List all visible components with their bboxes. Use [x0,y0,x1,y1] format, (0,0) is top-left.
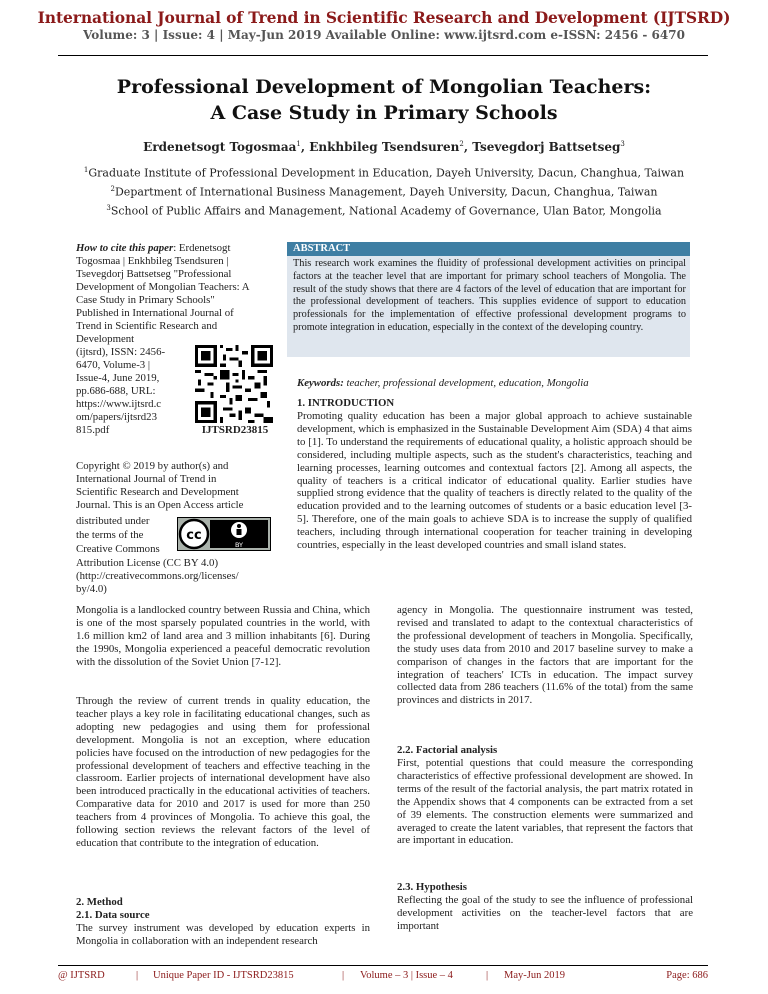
footer-volume: Volume – 3 | Issue – 4 [360,970,453,981]
section-heading-method: 2. Method [76,896,123,908]
citation-url[interactable]: om/papers/ijtsrd23 [76,411,157,423]
citation-url[interactable]: 815.pdf [76,424,110,436]
citation-line: 6470, Volume-3 | [76,359,151,371]
footer-rule [58,965,708,966]
section-heading-introduction: 1. INTRODUCTION [297,397,395,409]
copyright-line: Attribution License (CC BY 4.0) [76,557,219,569]
copyright-line: Creative Commons [76,543,160,555]
citation-line: Case Study in Primary Schools" [76,294,215,306]
paragraph: First, potential questions that could measure the corresponding characteristics of effective professional development are showed. In terms of the result of the factorial analysis, the part matrix rotated in the Appendix shows that 4 components can be extracted from a set of 39 elements. The construction elements were summarized and averaged to create the latent variables, that represent the factors that are important in education. [397,757,693,847]
author-name: Erdenetsogt Togosmaa [143,140,297,154]
footer-page: Page: 686 [666,970,708,981]
copyright-line: International Journal of Trend in [76,473,217,485]
section-heading-data-source: 2.1. Data source [76,909,150,921]
affiliation-1: $^1$Graduate Institute of Professional Development in Education, Dayeh University, Dacun, Changhua, Taiwan [83,166,685,180]
paragraph: Mongolia is a landlocked country between Russia and China, which is one of the most sparsely populated countries in the world, with 1.6 million km2 of land area and 3 million inhabitants [6]. During the 1990s, Mongolia experienced a peaceful democratic revolution with the dissolution of the Soviet Union [7-12]. [76,604,370,668]
journal-meta: Volume: 3 | Issue: 4 | May-Jun 2019 Available Online: www.ijtsrd.com e-ISSN: 2456 - 6470 [83,28,685,42]
citation-label: How to cite this paper [76,242,174,254]
copyright-line: distributed under [76,515,150,527]
qr-label: IJTSRD23815 [201,424,269,436]
footer-org: @ IJTSRD [58,970,105,981]
citation-line: Trend in Scientific Research and [76,320,218,332]
citation-url[interactable]: https://www.ijtsrd.c [76,398,162,410]
copyright-line: Journal. This is an Open Access article [76,499,244,511]
citation-line: Tsevegdorj Battsetseg "Professional [76,268,232,280]
copyright-line: Copyright © 2019 by author(s) and [76,460,229,472]
paragraph: The survey instrument was developed by education experts in Mongolia in collaboration with an independent research [76,922,370,947]
copyright-license-url[interactable]: (http://creativecommons.org/licenses/ [76,570,239,582]
citation-line: Issue-4, June 2019, [76,372,160,384]
paragraph: Reflecting the goal of the study to see the influence of professional development activities on the teacher-level factors that are important [397,894,693,932]
abstract-text: This research work examines the fluidity of professional development activities on principal factors at the teacher level that are important for primary school teachers of Mongolia. The result of the study shows that there are 4 factors of the level of education that are important for the professional development of teachers. This supplies evidence of support to education professionals for the implementation of effective professional development programs to promote integration in education, especially in the context of the developing country. [293,258,686,333]
copyright-line: the terms of the [76,529,144,541]
citation-line: How to cite this paper: Erdenetsogt [76,242,231,254]
author-name: Tsevegdorj Battsetseg [472,140,621,154]
citation-line: pp.686-688, URL: [76,385,156,397]
author-name: Enkhbileg Tsendsuren [309,140,460,154]
keywords [297,377,692,390]
citation-line: (ijtsrd), ISSN: 2456- [76,346,166,358]
citation-line: Published in International Journal of [76,307,234,319]
paragraph: Through the review of current trends in quality education, the teacher plays a key role in facilitating educational changes, such as adopting new pedagogies and using them for professional development. Mongolia is not an exception, where education policies have focused on the introduction of new pedagogies for the professional development of teachers and effective teaching in the classroom. Earlier projects of international development have also been introduced practically in the educational activities of teachers. Comparative data for 2010 and 2017 is used for more than 250 teachers from 4 provinces of Mongolia. To achieve this goal, the following section reviews the relevant factors of the level of education that contribute to the integration of education. [76,695,370,849]
paper-title-line-2: A Case Study in Primary Schools [210,102,558,124]
citation-line: Development [76,333,135,345]
paragraph: agency in Mongolia. The questionnaire instrument was tested, revised and translated to adapt to the contextual characteristics of the professional development of teachers in Mongolia. Specifically, the study uses data from 2010 and 2017 baseline survey to make a comparison of changes in the factors that are important for the integration of teachers' ICTs in education. The impact survey collected data from 286 teachers (11.6% of the total) from the same provinces and districts in 2017. [397,604,693,707]
cc-by-license-icon[interactable] [177,517,271,551]
qr-code[interactable] [195,345,273,423]
copyright-line: Scientific Research and Development [76,486,239,498]
citation-line: Togosmaa | Enkhbileg Tsendsuren | [76,255,229,267]
author-list: Erdenetsogt Togosmaa$^1$, Enkhbileg Tsendsuren$^2$, Tsevegdorj Battsetseg$^3$ [143,140,625,154]
footer-paper-id: Unique Paper ID - IJTSRD23815 [153,970,294,981]
header-rule [58,55,708,56]
by-label: BY [234,541,244,549]
introduction-text: Promoting quality education has been a major global approach to achieve sustainable development, which is emphasized in the Sustainable Development Aim (SDA) 4 that aims to [1]. To understand the requirements of educational quality, a holistic approach should be considered, including multiple aspects, such as the student's characteristics, teaching and learning processes, learning outcomes and contextual factors [2]. Among all aspects, the quality of teachers is a critical indicator of educational quality. Earlier studies have supplied strong evidence that the quality of teachers is directly related to the quality of the education provided and to the learning outcomes of students or a basic education level [3-5]. Therefore, one of the main goals to achieve SDA is to increase the supply of qualified teachers, including through international cooperation for teacher training in developing countries, especially in the least developed countries and small island states. [297,410,692,552]
keywords-label: Keywords: [297,377,344,389]
footer-date: May-Jun 2019 [504,970,565,981]
copyright-line: by/4.0) [76,583,107,595]
journal-name: International Journal of Trend in Scientific Research and Development (IJTSRD) [37,8,731,27]
citation-line: Development of Mongolian Teachers: A [76,281,250,293]
cc-label: cc [186,528,202,543]
section-heading-hypothesis: 2.3. Hypothesis [397,881,467,893]
keywords-text: teacher, professional development, education, Mongolia [343,377,589,389]
abstract-heading: ABSTRACT [287,242,690,256]
paper-title-line-1: Professional Development of Mongolian Teachers: [116,76,652,98]
section-heading-factorial: 2.2. Factorial analysis [397,744,498,756]
affiliation-2: $^2$Department of International Business Management, Dayeh University, Dacun, Changhua, Taiwan [110,185,658,199]
affiliation-3: $^3$School of Public Affairs and Management, National Academy of Governance, Ulan Bator, Mongolia [106,204,662,218]
